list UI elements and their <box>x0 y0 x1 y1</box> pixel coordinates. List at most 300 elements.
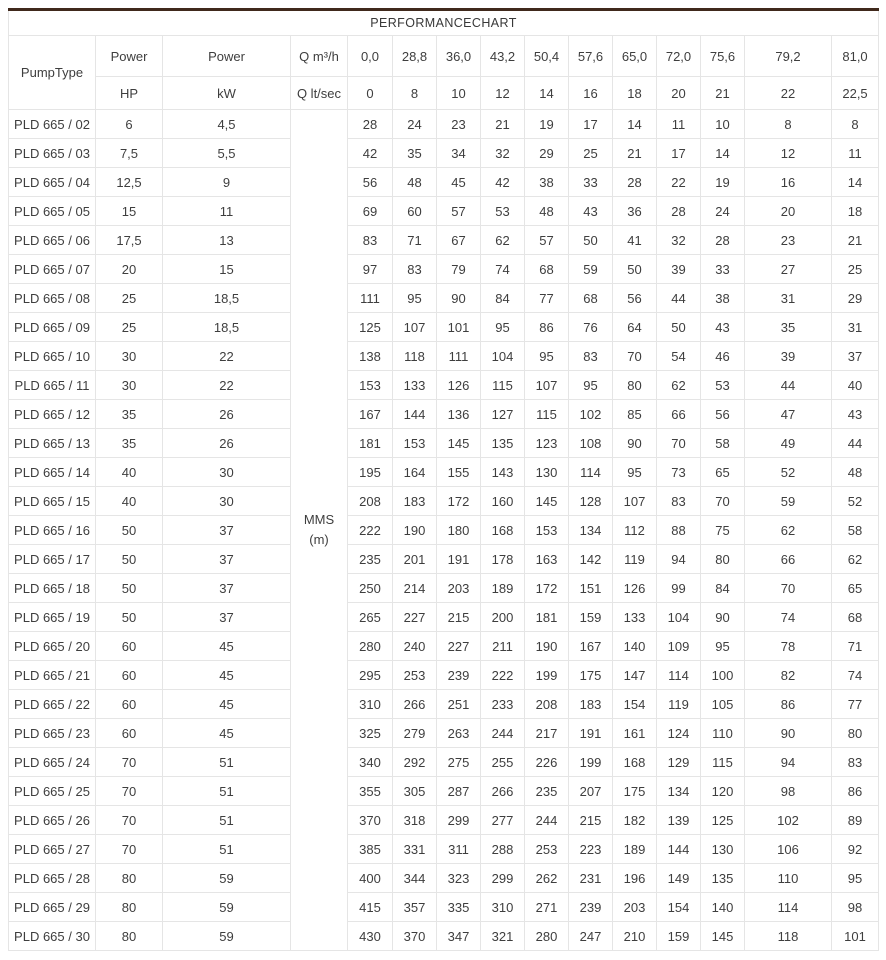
value-cell: 28 <box>701 226 745 255</box>
value-cell: 271 <box>525 893 569 922</box>
power-hp-cell: 80 <box>96 893 163 922</box>
power-hp-cell: 40 <box>96 487 163 516</box>
flow-ltsec-header-cell: 20 <box>657 77 701 110</box>
pump-type-cell: PLD 665 / 28 <box>9 864 96 893</box>
value-cell: 29 <box>832 284 879 313</box>
flow-m3h-header-cell: 79,2 <box>745 36 832 77</box>
value-cell: 83 <box>348 226 393 255</box>
value-cell: 355 <box>348 777 393 806</box>
value-cell: 80 <box>701 545 745 574</box>
value-cell: 95 <box>569 371 613 400</box>
value-cell: 217 <box>525 719 569 748</box>
value-cell: 24 <box>393 110 437 139</box>
value-cell: 128 <box>569 487 613 516</box>
pump-type-cell: PLD 665 / 05 <box>9 197 96 226</box>
flow-ltsec-header-cell: 22,5 <box>832 77 879 110</box>
power-kw-cell: 26 <box>163 429 291 458</box>
power-kw-cell: 4,5 <box>163 110 291 139</box>
power-kw-cell: 37 <box>163 603 291 632</box>
pump-type-cell: PLD 665 / 25 <box>9 777 96 806</box>
value-cell: 90 <box>437 284 481 313</box>
value-cell: 415 <box>348 893 393 922</box>
value-cell: 75 <box>701 516 745 545</box>
table-row <box>9 661 879 690</box>
value-cell: 201 <box>393 545 437 574</box>
value-cell: 112 <box>613 516 657 545</box>
table-row <box>9 342 879 371</box>
value-cell: 27 <box>745 255 832 284</box>
value-cell: 8 <box>745 110 832 139</box>
value-cell: 189 <box>481 574 525 603</box>
value-cell: 143 <box>481 458 525 487</box>
value-cell: 115 <box>481 371 525 400</box>
power-kw-cell: 45 <box>163 690 291 719</box>
value-cell: 310 <box>481 893 525 922</box>
value-cell: 48 <box>832 458 879 487</box>
power-hp-cell: 25 <box>96 284 163 313</box>
value-cell: 147 <box>613 661 657 690</box>
value-cell: 79 <box>437 255 481 284</box>
value-cell: 56 <box>613 284 657 313</box>
header-row-flow-ltsec <box>9 77 879 110</box>
power-kw-cell: 18,5 <box>163 313 291 342</box>
value-cell: 357 <box>393 893 437 922</box>
value-cell: 58 <box>832 516 879 545</box>
value-cell: 97 <box>348 255 393 284</box>
table-row <box>9 197 879 226</box>
table-row <box>9 487 879 516</box>
value-cell: 130 <box>701 835 745 864</box>
value-cell: 181 <box>525 603 569 632</box>
value-cell: 310 <box>348 690 393 719</box>
power-kw-cell: 37 <box>163 574 291 603</box>
value-cell: 266 <box>481 777 525 806</box>
power-kw-cell: 45 <box>163 719 291 748</box>
value-cell: 106 <box>745 835 832 864</box>
pump-type-cell: PLD 665 / 02 <box>9 110 96 139</box>
value-cell: 153 <box>348 371 393 400</box>
pump-type-cell: PLD 665 / 24 <box>9 748 96 777</box>
value-cell: 77 <box>832 690 879 719</box>
value-cell: 21 <box>613 139 657 168</box>
value-cell: 33 <box>701 255 745 284</box>
power-hp-cell: 7,5 <box>96 139 163 168</box>
value-cell: 114 <box>657 661 701 690</box>
table-row <box>9 690 879 719</box>
value-cell: 167 <box>569 632 613 661</box>
value-cell: 86 <box>832 777 879 806</box>
value-cell: 49 <box>745 429 832 458</box>
value-cell: 190 <box>393 516 437 545</box>
power-hp-cell: 60 <box>96 719 163 748</box>
value-cell: 57 <box>437 197 481 226</box>
value-cell: 279 <box>393 719 437 748</box>
value-cell: 52 <box>832 487 879 516</box>
table-title: PERFORMANCECHART <box>9 10 879 36</box>
flow-ltsec-header-cell: 18 <box>613 77 657 110</box>
value-cell: 20 <box>745 197 832 226</box>
value-cell: 17 <box>657 139 701 168</box>
pump-type-cell: PLD 665 / 03 <box>9 139 96 168</box>
col-header-power-hp: Power <box>96 36 163 77</box>
value-cell: 56 <box>701 400 745 429</box>
pump-type-cell: PLD 665 / 10 <box>9 342 96 371</box>
value-cell: 74 <box>745 603 832 632</box>
value-cell: 19 <box>701 168 745 197</box>
value-cell: 62 <box>657 371 701 400</box>
value-cell: 210 <box>613 922 657 951</box>
table-row <box>9 226 879 255</box>
value-cell: 250 <box>348 574 393 603</box>
value-cell: 98 <box>832 893 879 922</box>
value-cell: 138 <box>348 342 393 371</box>
value-cell: 8 <box>832 110 879 139</box>
value-cell: 280 <box>525 922 569 951</box>
value-cell: 88 <box>657 516 701 545</box>
value-cell: 167 <box>348 400 393 429</box>
table-row <box>9 922 879 951</box>
power-hp-cell: 70 <box>96 806 163 835</box>
value-cell: 331 <box>393 835 437 864</box>
value-cell: 347 <box>437 922 481 951</box>
value-cell: 74 <box>832 661 879 690</box>
value-cell: 33 <box>569 168 613 197</box>
value-cell: 104 <box>657 603 701 632</box>
value-cell: 107 <box>393 313 437 342</box>
power-hp-cell: 70 <box>96 748 163 777</box>
value-cell: 235 <box>525 777 569 806</box>
value-cell: 83 <box>657 487 701 516</box>
value-cell: 74 <box>481 255 525 284</box>
value-cell: 277 <box>481 806 525 835</box>
value-cell: 45 <box>437 168 481 197</box>
table-row <box>9 748 879 777</box>
value-cell: 22 <box>657 168 701 197</box>
value-cell: 149 <box>657 864 701 893</box>
value-cell: 85 <box>613 400 657 429</box>
value-cell: 400 <box>348 864 393 893</box>
value-cell: 50 <box>657 313 701 342</box>
value-cell: 172 <box>437 487 481 516</box>
value-cell: 14 <box>613 110 657 139</box>
value-cell: 255 <box>481 748 525 777</box>
value-cell: 95 <box>613 458 657 487</box>
value-cell: 227 <box>437 632 481 661</box>
power-hp-cell: 35 <box>96 400 163 429</box>
power-hp-cell: 60 <box>96 632 163 661</box>
value-cell: 151 <box>569 574 613 603</box>
value-cell: 94 <box>657 545 701 574</box>
value-cell: 344 <box>393 864 437 893</box>
value-cell: 21 <box>481 110 525 139</box>
power-hp-cell: 6 <box>96 110 163 139</box>
value-cell: 323 <box>437 864 481 893</box>
value-cell: 107 <box>525 371 569 400</box>
value-cell: 321 <box>481 922 525 951</box>
value-cell: 80 <box>832 719 879 748</box>
value-cell: 133 <box>613 603 657 632</box>
value-cell: 263 <box>437 719 481 748</box>
value-cell: 233 <box>481 690 525 719</box>
value-cell: 23 <box>437 110 481 139</box>
power-kw-cell: 59 <box>163 864 291 893</box>
col-header-pump-type: PumpType <box>9 36 96 110</box>
col-header-q-ltsec: Q lt/sec <box>291 77 348 110</box>
flow-m3h-header-cell: 0,0 <box>348 36 393 77</box>
value-cell: 101 <box>832 922 879 951</box>
value-cell: 23 <box>745 226 832 255</box>
pump-type-cell: PLD 665 / 30 <box>9 922 96 951</box>
flow-ltsec-header-cell: 12 <box>481 77 525 110</box>
value-cell: 95 <box>832 864 879 893</box>
value-cell: 35 <box>393 139 437 168</box>
value-cell: 142 <box>569 545 613 574</box>
value-cell: 199 <box>525 661 569 690</box>
value-cell: 253 <box>525 835 569 864</box>
table-row <box>9 835 879 864</box>
value-cell: 62 <box>481 226 525 255</box>
value-cell: 77 <box>525 284 569 313</box>
value-cell: 145 <box>525 487 569 516</box>
value-cell: 125 <box>348 313 393 342</box>
value-cell: 244 <box>481 719 525 748</box>
power-kw-cell: 45 <box>163 632 291 661</box>
flow-m3h-header-cell: 72,0 <box>657 36 701 77</box>
value-cell: 70 <box>701 487 745 516</box>
value-cell: 108 <box>569 429 613 458</box>
power-kw-cell: 26 <box>163 400 291 429</box>
value-cell: 44 <box>657 284 701 313</box>
value-cell: 239 <box>569 893 613 922</box>
value-cell: 40 <box>832 371 879 400</box>
value-cell: 189 <box>613 835 657 864</box>
value-cell: 83 <box>832 748 879 777</box>
power-kw-cell: 51 <box>163 777 291 806</box>
value-cell: 144 <box>393 400 437 429</box>
flow-ltsec-header-cell: 16 <box>569 77 613 110</box>
pump-type-cell: PLD 665 / 18 <box>9 574 96 603</box>
value-cell: 191 <box>569 719 613 748</box>
power-hp-cell: 17,5 <box>96 226 163 255</box>
value-cell: 58 <box>701 429 745 458</box>
pump-type-cell: PLD 665 / 09 <box>9 313 96 342</box>
value-cell: 54 <box>657 342 701 371</box>
value-cell: 111 <box>348 284 393 313</box>
pump-type-cell: PLD 665 / 23 <box>9 719 96 748</box>
flow-m3h-header-cell: 50,4 <box>525 36 569 77</box>
value-cell: 325 <box>348 719 393 748</box>
flow-ltsec-header-cell: 14 <box>525 77 569 110</box>
table-row <box>9 371 879 400</box>
flow-m3h-header-cell: 43,2 <box>481 36 525 77</box>
flow-m3h-header-cell: 65,0 <box>613 36 657 77</box>
value-cell: 14 <box>832 168 879 197</box>
value-cell: 118 <box>745 922 832 951</box>
value-cell: 59 <box>745 487 832 516</box>
value-cell: 98 <box>745 777 832 806</box>
flow-m3h-header-cell: 36,0 <box>437 36 481 77</box>
value-cell: 25 <box>569 139 613 168</box>
flow-m3h-header-cell: 28,8 <box>393 36 437 77</box>
value-cell: 31 <box>832 313 879 342</box>
value-cell: 134 <box>657 777 701 806</box>
value-cell: 17 <box>569 110 613 139</box>
value-cell: 280 <box>348 632 393 661</box>
value-cell: 67 <box>437 226 481 255</box>
value-cell: 19 <box>525 110 569 139</box>
table-row <box>9 574 879 603</box>
power-hp-cell: 80 <box>96 922 163 951</box>
value-cell: 215 <box>437 603 481 632</box>
value-cell: 37 <box>832 342 879 371</box>
value-cell: 172 <box>525 574 569 603</box>
pump-type-cell: PLD 665 / 14 <box>9 458 96 487</box>
col-header-power-kw: Power <box>163 36 291 77</box>
table-row <box>9 545 879 574</box>
value-cell: 191 <box>437 545 481 574</box>
power-hp-cell: 70 <box>96 835 163 864</box>
flow-ltsec-header-cell: 8 <box>393 77 437 110</box>
value-cell: 38 <box>525 168 569 197</box>
value-cell: 335 <box>437 893 481 922</box>
table-row <box>9 864 879 893</box>
value-cell: 292 <box>393 748 437 777</box>
table-row <box>9 632 879 661</box>
value-cell: 21 <box>832 226 879 255</box>
flow-ltsec-header-cell: 21 <box>701 77 745 110</box>
value-cell: 60 <box>393 197 437 226</box>
power-kw-cell: 51 <box>163 806 291 835</box>
value-cell: 92 <box>832 835 879 864</box>
value-cell: 35 <box>745 313 832 342</box>
value-cell: 62 <box>832 545 879 574</box>
power-hp-cell: 30 <box>96 371 163 400</box>
value-cell: 31 <box>745 284 832 313</box>
value-cell: 42 <box>348 139 393 168</box>
pump-type-cell: PLD 665 / 16 <box>9 516 96 545</box>
pump-type-cell: PLD 665 / 07 <box>9 255 96 284</box>
power-hp-cell: 50 <box>96 516 163 545</box>
value-cell: 266 <box>393 690 437 719</box>
pump-type-cell: PLD 665 / 08 <box>9 284 96 313</box>
power-kw-cell: 59 <box>163 893 291 922</box>
value-cell: 119 <box>657 690 701 719</box>
value-cell: 115 <box>525 400 569 429</box>
value-cell: 126 <box>613 574 657 603</box>
value-cell: 208 <box>348 487 393 516</box>
flow-ltsec-header-cell: 10 <box>437 77 481 110</box>
value-cell: 430 <box>348 922 393 951</box>
value-cell: 262 <box>525 864 569 893</box>
value-cell: 222 <box>348 516 393 545</box>
value-cell: 56 <box>348 168 393 197</box>
pump-type-cell: PLD 665 / 20 <box>9 632 96 661</box>
value-cell: 25 <box>832 255 879 284</box>
value-cell: 223 <box>569 835 613 864</box>
value-cell: 68 <box>569 284 613 313</box>
value-cell: 39 <box>657 255 701 284</box>
value-cell: 95 <box>701 632 745 661</box>
value-cell: 38 <box>701 284 745 313</box>
value-cell: 86 <box>745 690 832 719</box>
value-cell: 199 <box>569 748 613 777</box>
value-cell: 231 <box>569 864 613 893</box>
value-cell: 175 <box>613 777 657 806</box>
value-cell: 295 <box>348 661 393 690</box>
value-cell: 168 <box>481 516 525 545</box>
power-hp-cell: 70 <box>96 777 163 806</box>
value-cell: 99 <box>657 574 701 603</box>
power-hp-cell: 60 <box>96 690 163 719</box>
value-cell: 18 <box>832 197 879 226</box>
power-hp-cell: 50 <box>96 545 163 574</box>
flow-m3h-header-cell: 81,0 <box>832 36 879 77</box>
value-cell: 139 <box>657 806 701 835</box>
value-cell: 43 <box>569 197 613 226</box>
value-cell: 130 <box>525 458 569 487</box>
value-cell: 153 <box>525 516 569 545</box>
value-cell: 211 <box>481 632 525 661</box>
table-row <box>9 458 879 487</box>
table-row <box>9 284 879 313</box>
value-cell: 136 <box>437 400 481 429</box>
power-kw-cell: 13 <box>163 226 291 255</box>
table-row <box>9 777 879 806</box>
value-cell: 82 <box>745 661 832 690</box>
value-cell: 123 <box>525 429 569 458</box>
value-cell: 305 <box>393 777 437 806</box>
power-kw-cell: 22 <box>163 342 291 371</box>
value-cell: 89 <box>832 806 879 835</box>
value-cell: 43 <box>832 400 879 429</box>
value-cell: 299 <box>481 864 525 893</box>
value-cell: 47 <box>745 400 832 429</box>
value-cell: 244 <box>525 806 569 835</box>
value-cell: 76 <box>569 313 613 342</box>
power-kw-cell: 15 <box>163 255 291 284</box>
value-cell: 318 <box>393 806 437 835</box>
value-cell: 207 <box>569 777 613 806</box>
value-cell: 203 <box>437 574 481 603</box>
pump-type-cell: PLD 665 / 19 <box>9 603 96 632</box>
value-cell: 83 <box>569 342 613 371</box>
value-cell: 340 <box>348 748 393 777</box>
value-cell: 154 <box>613 690 657 719</box>
table-row <box>9 313 879 342</box>
value-cell: 287 <box>437 777 481 806</box>
value-cell: 10 <box>701 110 745 139</box>
power-kw-cell: 37 <box>163 516 291 545</box>
value-cell: 385 <box>348 835 393 864</box>
value-cell: 11 <box>657 110 701 139</box>
value-cell: 235 <box>348 545 393 574</box>
value-cell: 41 <box>613 226 657 255</box>
table-row <box>9 516 879 545</box>
value-cell: 50 <box>569 226 613 255</box>
value-cell: 71 <box>832 632 879 661</box>
table-row <box>9 400 879 429</box>
table-row <box>9 893 879 922</box>
value-cell: 159 <box>569 603 613 632</box>
value-cell: 83 <box>393 255 437 284</box>
value-cell: 80 <box>613 371 657 400</box>
value-cell: 182 <box>613 806 657 835</box>
table-row <box>9 429 879 458</box>
value-cell: 73 <box>657 458 701 487</box>
value-cell: 70 <box>745 574 832 603</box>
value-cell: 124 <box>657 719 701 748</box>
value-cell: 48 <box>525 197 569 226</box>
